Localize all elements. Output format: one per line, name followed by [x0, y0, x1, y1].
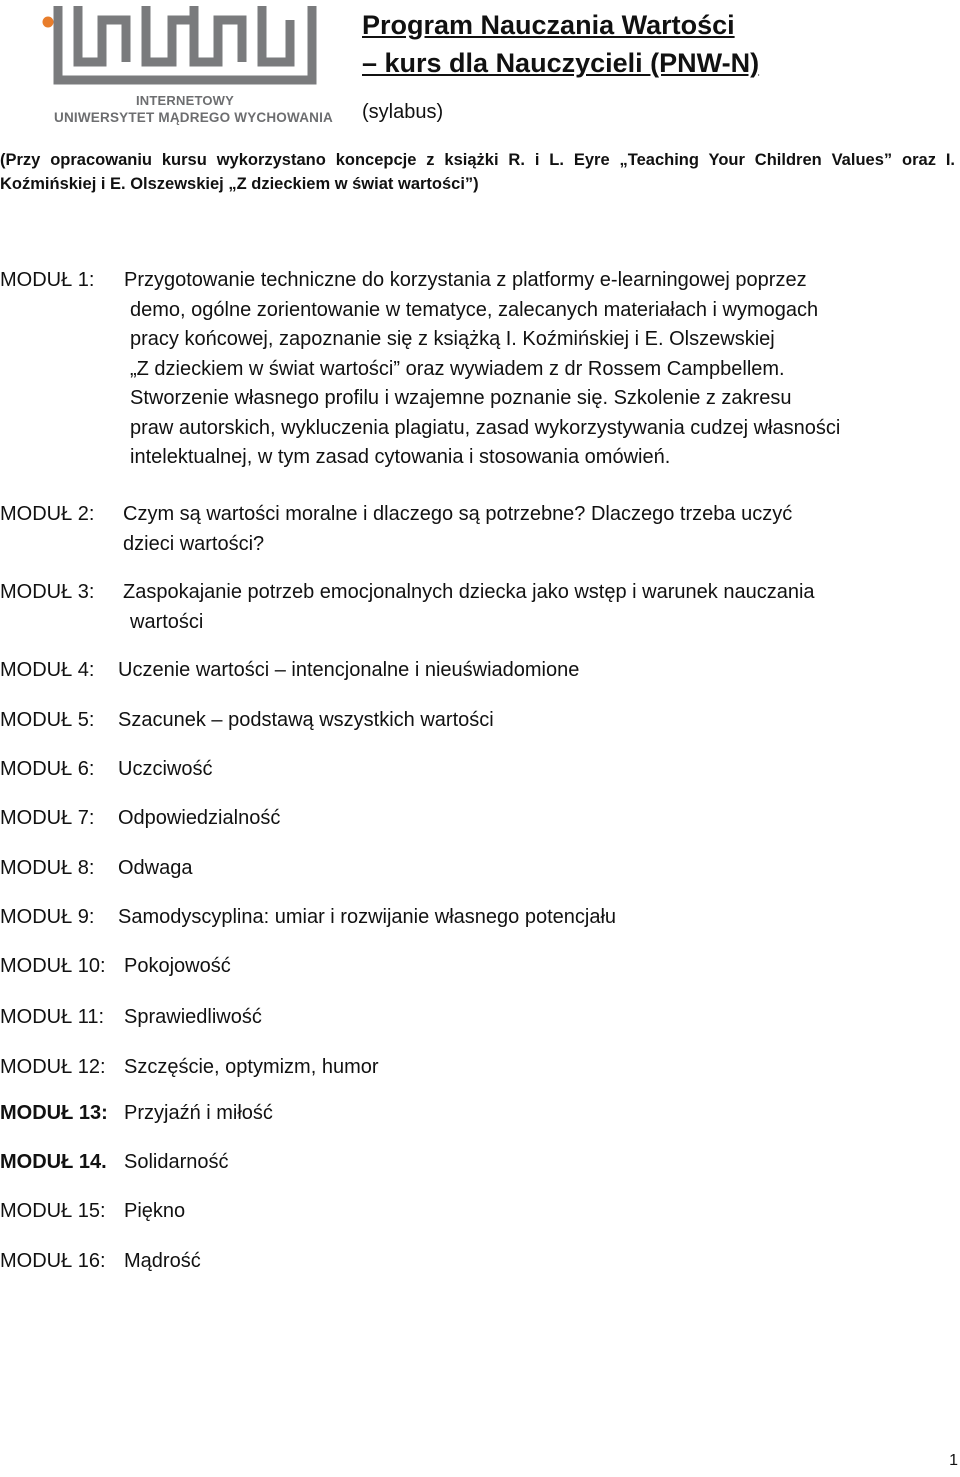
module-text-line: dzieci wartości? — [123, 532, 265, 555]
module-text-line: Stworzenie własnego profilu i wzajemne poznanie się. Szkolenie z zakresu — [130, 387, 792, 409]
module-text-line: wartości — [130, 610, 204, 633]
module-2 — [0, 500, 792, 530]
module-title: Solidarność — [124, 1151, 229, 1173]
module-2-continuation — [123, 530, 264, 560]
module-text-line: Przygotowanie techniczne do korzystania z platformy e-learningowej poprzez — [124, 269, 807, 291]
module-title: Przyjaźń i miłość — [124, 1102, 273, 1124]
module-label: MODUŁ 15: — [0, 1200, 106, 1222]
module-16 — [0, 1247, 201, 1277]
module-1 — [0, 266, 807, 296]
module-title: Odpowiedzialność — [118, 807, 281, 829]
page-title — [362, 6, 759, 82]
module-13 — [0, 1099, 273, 1129]
module-label: MODUŁ 4: — [0, 659, 95, 681]
module-title: Pokojowość — [124, 955, 231, 977]
module-14 — [0, 1148, 229, 1178]
module-label: MODUŁ 8: — [0, 857, 95, 879]
module-title: Uczenie wartości – intencjonalne i nieuświadomione — [118, 659, 580, 681]
module-text-line: demo, ogólne zorientowanie w tematyce, zalecanych materiałach i wymogach — [130, 298, 819, 321]
logo-text-line1: INTERNETOWY — [136, 93, 235, 108]
module-label: MODUŁ 5: — [0, 709, 95, 731]
module-text-line: Zaspokajanie potrzeb emocjonalnych dziecka jako wstęp i warunek nauczania — [123, 581, 815, 603]
module-10 — [0, 952, 231, 982]
module-label: MODUŁ 6: — [0, 758, 95, 780]
title-line-2: – kurs dla Nauczycieli (PNW-N) — [362, 48, 760, 78]
module-label: MODUŁ 12: — [0, 1056, 106, 1078]
module-label: MODUŁ 11: — [0, 1006, 105, 1028]
module-6 — [0, 755, 212, 785]
module-title: Odwaga — [118, 857, 193, 879]
module-8 — [0, 854, 193, 884]
module-text-line: pracy końcowej, zapoznanie się z książką I. Koźmińskiej i E. Olszewskiej — [130, 328, 775, 350]
maze-logo-icon — [40, 0, 330, 95]
module-label: MODUŁ 1: — [0, 269, 95, 291]
module-9 — [0, 903, 616, 933]
source-note: (Przy opracowaniu kursu wykorzystano koncepcje z książki R. i L. Eyre „Teaching Your Children Values” oraz I. Koźmińskiej i E. Olszewskiej „Z dzieckiem w świat wartości”) — [0, 151, 955, 193]
module-label: MODUŁ 14. — [0, 1151, 107, 1173]
module-1-continuation — [130, 296, 840, 473]
university-logo — [40, 0, 333, 130]
module-title: Piękno — [124, 1200, 186, 1222]
page-subtitle: (sylabus) — [362, 101, 444, 123]
page-number: 1 — [949, 1452, 958, 1469]
module-label: MODUŁ 9: — [0, 906, 95, 928]
module-11 — [0, 1003, 262, 1033]
module-title: Sprawiedliwość — [124, 1006, 262, 1028]
module-text-line: Czym są wartości moralne i dlaczego są potrzebne? Dlaczego trzeba uczyć — [123, 503, 793, 525]
module-title: Uczciwość — [118, 758, 213, 780]
module-5 — [0, 706, 494, 736]
title-line-1: Program Nauczania Wartości — [362, 10, 735, 40]
module-12 — [0, 1053, 379, 1083]
module-title: Szacunek – podstawą wszystkich wartości — [118, 709, 494, 731]
module-label: MODUŁ 16: — [0, 1250, 106, 1272]
module-7 — [0, 804, 280, 834]
logo-text-line2: UNIWERSYTET MĄDREGO WYCHOWANIA — [54, 110, 333, 125]
module-text-line: „Z dzieckiem w świat wartości” oraz wywiadem z dr Rossem Campbellem. — [130, 357, 785, 380]
module-label: MODUŁ 10: — [0, 955, 106, 977]
module-3-continuation — [130, 608, 203, 638]
module-text-line: praw autorskich, wykluczenia plagiatu, zasad wykorzystywania cudzej własności — [130, 416, 841, 439]
module-3 — [0, 578, 815, 608]
module-label: MODUŁ 2: — [0, 503, 95, 525]
module-label: MODUŁ 7: — [0, 807, 95, 829]
module-label: MODUŁ 3: — [0, 581, 95, 603]
module-4 — [0, 656, 579, 686]
module-title: Samodyscyplina: umiar i rozwijanie własnego potencjału — [118, 906, 617, 928]
module-text-line: intelektualnej, w tym zasad cytowania i stosowania omówień. — [130, 446, 671, 468]
module-label: MODUŁ 13: — [0, 1102, 108, 1124]
module-15 — [0, 1197, 185, 1227]
module-title: Mądrość — [124, 1250, 201, 1272]
module-title: Szczęście, optymizm, humor — [124, 1056, 379, 1078]
